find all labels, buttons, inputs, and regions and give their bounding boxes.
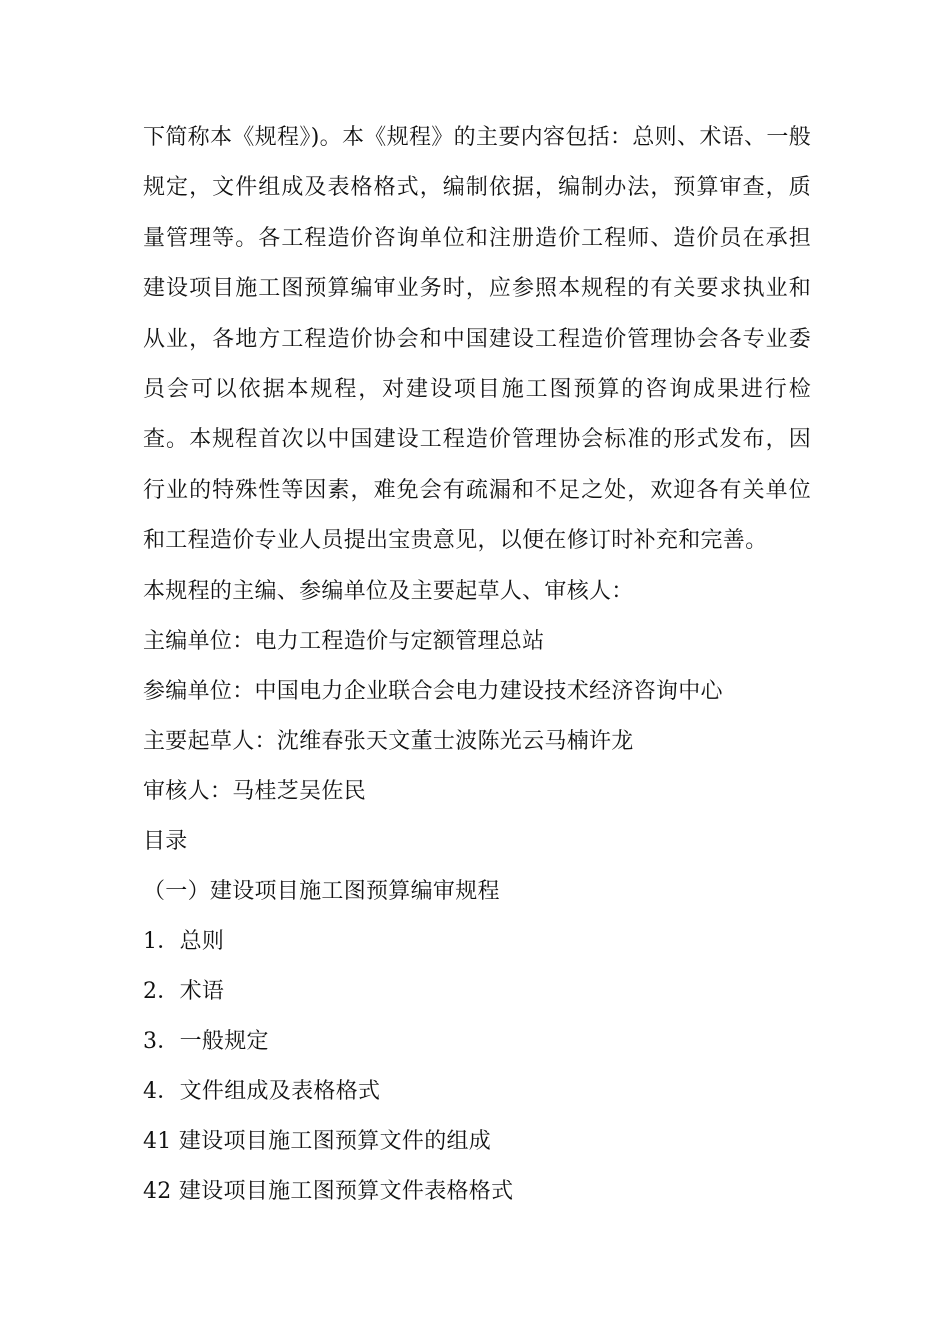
reviewers: 审核人：马桂芝吴佐民 [143, 778, 367, 804]
units-heading: 本规程的主编、参编单位及主要起草人、审核人： [143, 578, 634, 604]
toc-item: 3．一般规定 [143, 1028, 269, 1054]
toc-item: 41 建设项目施工图预算文件的组成 [143, 1128, 492, 1154]
toc-item: 2．术语 [143, 978, 225, 1004]
chief-unit: 主编单位：电力工程造价与定额管理总站 [143, 628, 545, 654]
participating-unit: 参编单位：中国电力企业联合会电力建设技术经济咨询中心 [143, 678, 723, 704]
main-drafters: 主要起草人：沈维春张天文董士波陈光云马楠许龙 [143, 728, 634, 754]
toc-item: （一）建设项目施工图预算编审规程 [143, 878, 500, 904]
toc-title: 目录 [143, 828, 188, 854]
toc-item: 1．总则 [143, 928, 225, 954]
toc-item: 4．文件组成及表格格式 [143, 1078, 381, 1104]
toc-item: 42 建设项目施工图预算文件表格格式 [143, 1178, 514, 1204]
intro-paragraph: 下简称本《规程》)。本《规程》的主要内容包括：总则、术语、一般规定，文件组成及表格格式，编制依据，编制办法，预算审查，质量管理等。各工程造价咨询单位和注册造价工程师、造价员在承担建设项目施工图预算编审业务时，应参照本规程的有关要求执业和从业，各地方工程造价协会和中国建设工程造价管理协会各专业委员会可以依据本规程，对建设项目施工图预算的咨询成果进行检查。本规程首次以中国建设工程造价管理协会标准的形式发布，因行业的特殊性等因素，难免会有疏漏和不足之处，欢迎各有关单位和工程造价专业人员提出宝贵意见，以便在修订时补充和完善。 [143, 125, 811, 554]
document-body [143, 113, 811, 1217]
